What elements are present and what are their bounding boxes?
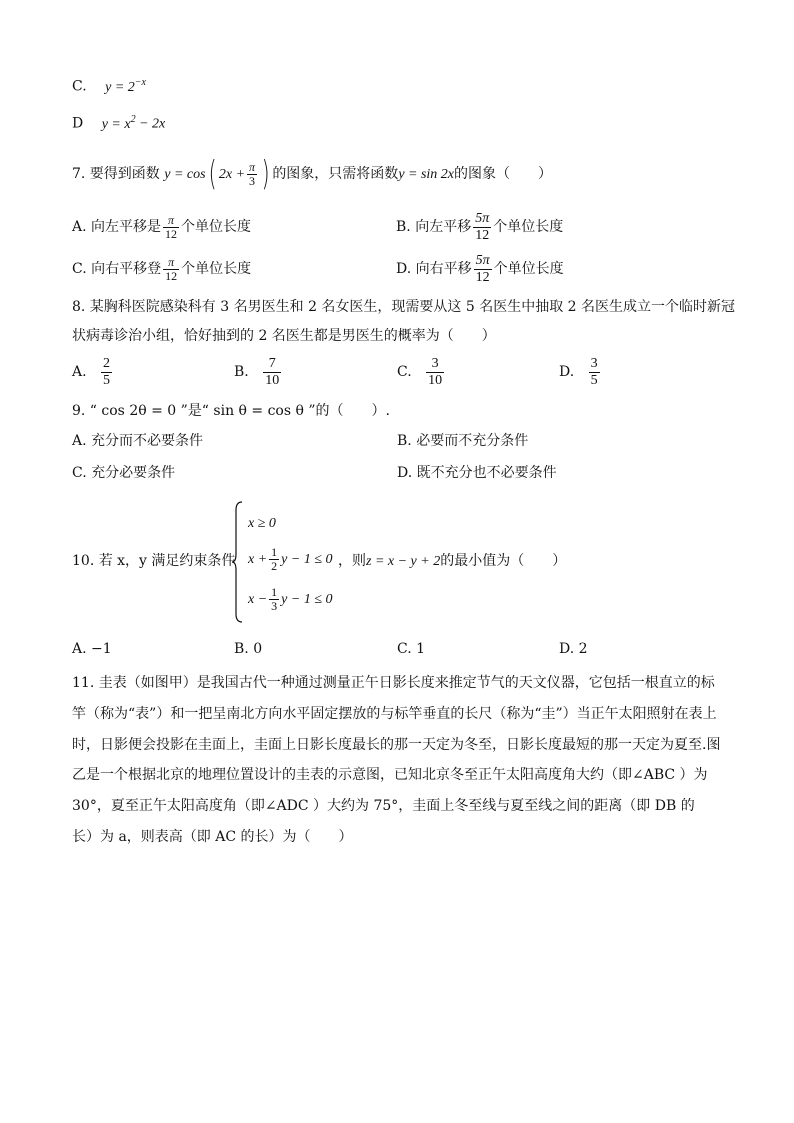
q10-constraint-1: x ≥ 0	[248, 516, 276, 531]
q9-option-b: B. 必要而不充分条件	[397, 433, 529, 449]
q6-option-c: C. $y = 2^{-x}$	[72, 77, 146, 95]
q8-option-b: B. $\frac{7}{10}$	[234, 355, 280, 388]
q10-option-d: D. 2	[559, 641, 588, 657]
q11-line-4: 乙是一个根据北京的地理位置设计的圭表的示意图，已知北京冬至正午太阳高度角大约（即∠ABC ）为	[72, 767, 708, 783]
q9-option-a: A. 充分而不必要条件	[72, 433, 204, 449]
q7-stem: 7. 要得到函数 y = cos( 2x + $\frac{\pi}{3}$ ) 的图象，只需将函数y = sin 2x的图象（ ）	[72, 154, 553, 194]
q10-stem-tail: ，则z = x − y + 2的最小值为（ ）	[338, 553, 567, 569]
q10-option-c: C. 1	[397, 641, 426, 657]
q8-option-d: D. $\frac{3}{5}$	[559, 355, 598, 388]
q6-option-d: D $y = x^2 - 2x$	[72, 114, 166, 132]
q7-fraction: $\frac{\pi}{3}$	[249, 159, 256, 188]
q8-stem-line2: 状病毒诊治小组，恰好抽到的 2 名医生都是男医生的概率为（ ）	[72, 328, 496, 344]
q7-option-b: B. 向左平移 $\frac{5\pi}{12}$ 个单位长度	[396, 210, 564, 243]
q10-stem-lead: 10. 若 x，y 满足约束条件	[72, 553, 236, 569]
q11-line-2: 竿（称为“表”）和一把呈南北方向水平固定摆放的与标竿垂直的长尺（称为“圭”）当正午太阳照射在表上	[72, 706, 717, 722]
q7-option-d: D. 向右平移 $\frac{5\pi}{12}$ 个单位长度	[396, 252, 564, 285]
q11-line-5: 30°，夏至正午太阳高度角（即∠ADC ）大约为 75°，圭面上冬至线与夏至线之间的距离（即 DB 的	[72, 798, 695, 814]
q9-stem: 9. “ cos 2θ = 0 ”是“ sin θ = cos θ ”的（ ）.	[72, 403, 390, 419]
q11-line-6: 长）为 a，则表高（即 AC 的长）为（ ）	[72, 829, 353, 845]
q10-option-a: A. −1	[72, 641, 112, 657]
q9-option-c: C. 充分必要条件	[72, 465, 176, 481]
q7-option-c: C. 向右平移登 $\frac{\pi}{12}$ 个单位长度	[72, 254, 252, 283]
q7-option-a: A. 向左平移是 $\frac{\pi}{12}$ 个单位长度	[72, 212, 252, 241]
q10-constraint-2: x + $\frac{1}{2}$ y − 1 ≤ 0	[248, 545, 333, 574]
q8-option-c: C. $\frac{3}{10}$	[397, 355, 443, 388]
q11-line-1: 11. 圭表（如图甲）是我国古代一种通过测量正午日影长度来推定节气的天文仪器，它包括一根直立的标	[72, 675, 715, 691]
q10-constraint-3: x − $\frac{1}{3}$ y − 1 ≤ 0	[248, 585, 333, 614]
q8-option-a: A. $\frac{2}{5}$	[72, 355, 111, 388]
q11-line-3: 时，日影便会投影在圭面上，圭面上日影长度最长的那一天定为冬至，日影长度最短的那一天定为夏至.图	[72, 737, 721, 753]
q10-brace	[232, 500, 244, 624]
q10-option-b: B. 0	[234, 641, 263, 657]
q8-stem-line1: 8. 某胸科医院感染科有 3 名男医生和 2 名女医生，现需要从这 5 名医生中抽取 2 名医生成立一个临时新冠	[72, 299, 736, 315]
q9-option-d: D. 既不充分也不必要条件	[397, 465, 557, 481]
